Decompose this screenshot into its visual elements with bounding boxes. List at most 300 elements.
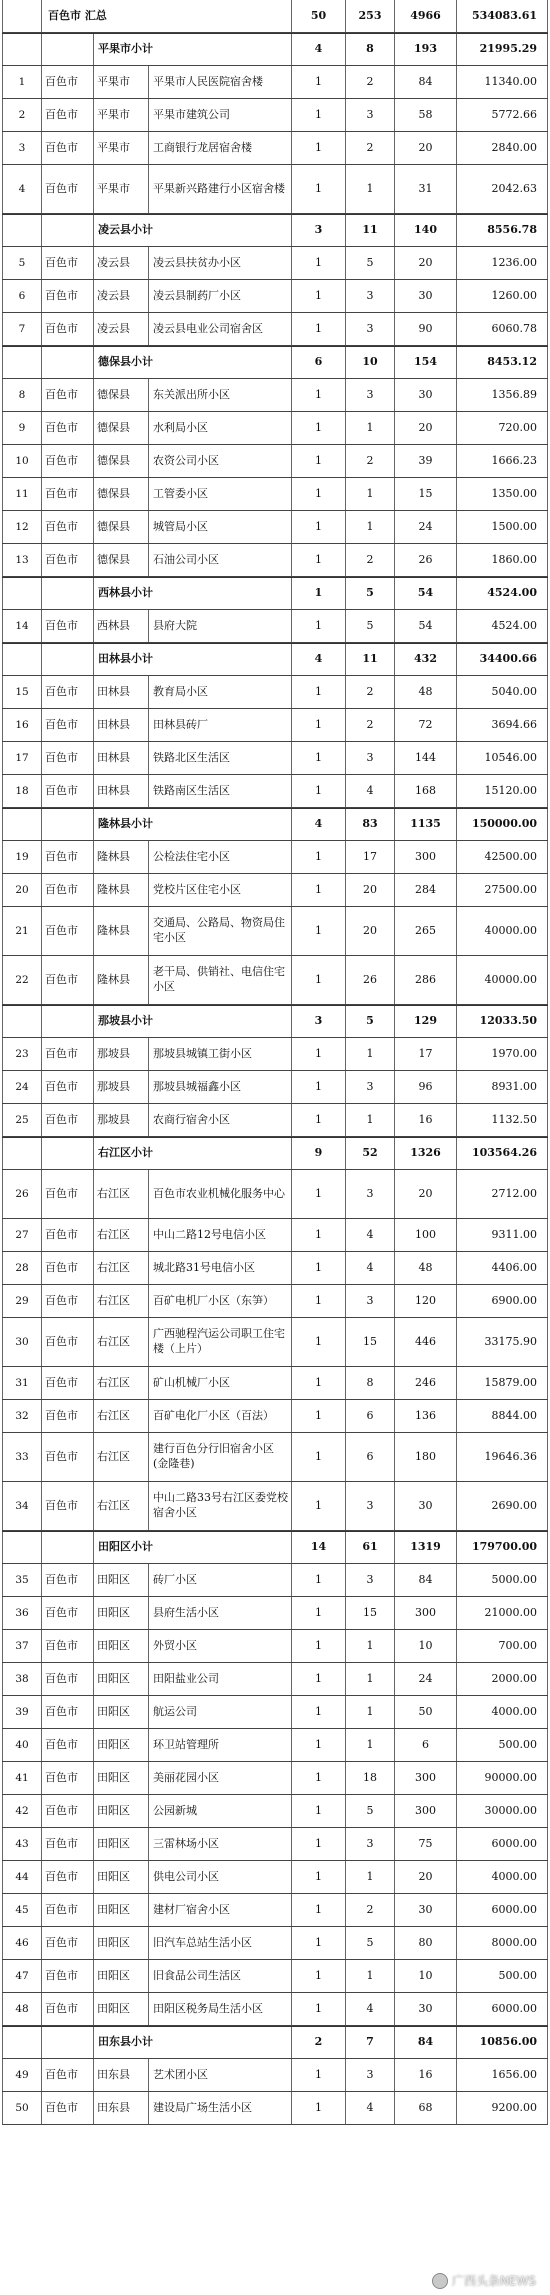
- people-cell: 20: [395, 247, 457, 279]
- amount-cell: 10856.00: [457, 2027, 548, 2058]
- subtotal-label: 那坡县小计: [94, 1006, 292, 1037]
- county-cell: 右江区: [94, 1433, 149, 1481]
- row-number: 24: [2, 1071, 42, 1103]
- county-cell: 田阳区: [94, 1927, 149, 1959]
- subtotal-row: [2, 1531, 548, 1564]
- people-cell: 26: [395, 544, 457, 576]
- people-cell: 6: [395, 1729, 457, 1761]
- city-cell: 百色市: [42, 2059, 94, 2091]
- row-number: 25: [2, 1104, 42, 1136]
- city-cell: 百色市: [42, 1927, 94, 1959]
- community-name-cell: 工管委小区: [149, 478, 292, 510]
- city-cell: 百色市: [42, 544, 94, 576]
- amount-cell: 1236.00: [457, 247, 548, 279]
- row-number: 31: [2, 1367, 42, 1399]
- county-cell: 凌云县: [94, 247, 149, 279]
- community-name-cell: 田阳区税务局生活小区: [149, 1993, 292, 2025]
- households-cell: 3: [346, 99, 395, 131]
- buildings-cell: 1: [292, 445, 346, 477]
- buildings-cell: 1: [292, 610, 346, 642]
- households-cell: 2: [346, 132, 395, 164]
- community-name-cell: 平果新兴路建行小区宿舍楼: [149, 165, 292, 213]
- county-cell: 隆林县: [94, 841, 149, 873]
- buildings-cell: 1: [292, 956, 346, 1004]
- row-number: 19: [2, 841, 42, 873]
- amount-cell: 3694.66: [457, 709, 548, 741]
- amount-cell: 103564.26: [457, 1138, 548, 1169]
- community-name-cell: 外贸小区: [149, 1630, 292, 1662]
- county-cell: 德保县: [94, 478, 149, 510]
- households-cell: 3: [346, 280, 395, 312]
- buildings-cell: 1: [292, 1367, 346, 1399]
- buildings-cell: 1: [292, 478, 346, 510]
- row-number: 35: [2, 1564, 42, 1596]
- subtotal-city-cell: [42, 578, 94, 609]
- row-number: 49: [2, 2059, 42, 2091]
- buildings-cell: 1: [292, 1433, 346, 1481]
- table-row: [2, 1482, 548, 1531]
- community-name-cell: 东关派出所小区: [149, 379, 292, 411]
- amount-cell: 2712.00: [457, 1170, 548, 1218]
- households-cell: 1: [346, 1104, 395, 1136]
- subtotal-no-cell: [2, 2027, 42, 2058]
- amount-cell: 1666.23: [457, 445, 548, 477]
- households-cell: 3: [346, 379, 395, 411]
- table-row: [2, 1433, 548, 1482]
- households-cell: 3: [346, 1285, 395, 1317]
- community-name-cell: 城管局小区: [149, 511, 292, 543]
- buildings-cell: 1: [292, 709, 346, 741]
- row-number: 8: [2, 379, 42, 411]
- people-cell: 140: [395, 215, 457, 246]
- community-name-cell: 三雷林场小区: [149, 1828, 292, 1860]
- people-cell: 10: [395, 1630, 457, 1662]
- county-cell: 右江区: [94, 1285, 149, 1317]
- table-row: [2, 1318, 548, 1367]
- buildings-cell: 1: [292, 1170, 346, 1218]
- row-number: 17: [2, 742, 42, 774]
- buildings-cell: 1: [292, 1482, 346, 1530]
- amount-cell: 720.00: [457, 412, 548, 444]
- buildings-cell: 1: [292, 841, 346, 873]
- subtotal-row: [2, 214, 548, 247]
- subtotal-no-cell: [2, 1006, 42, 1037]
- grand-total-no-cell: [2, 0, 42, 32]
- people-cell: 136: [395, 1400, 457, 1432]
- people-cell: 48: [395, 1252, 457, 1284]
- city-cell: 百色市: [42, 1367, 94, 1399]
- row-number: 9: [2, 412, 42, 444]
- households-cell: 3: [346, 1071, 395, 1103]
- amount-cell: 15120.00: [457, 775, 548, 807]
- buildings-cell: 1: [292, 1104, 346, 1136]
- households-cell: 83: [346, 809, 395, 840]
- row-number: 28: [2, 1252, 42, 1284]
- people-cell: 39: [395, 445, 457, 477]
- buildings-cell: 1: [292, 412, 346, 444]
- people-cell: 300: [395, 1762, 457, 1794]
- amount-cell: 1350.00: [457, 478, 548, 510]
- row-number: 43: [2, 1828, 42, 1860]
- city-cell: 百色市: [42, 1482, 94, 1530]
- households-cell: 5: [346, 578, 395, 609]
- community-name-cell: 铁路北区生活区: [149, 742, 292, 774]
- buildings-cell: 1: [292, 66, 346, 98]
- community-name-cell: 党校片区住宅小区: [149, 874, 292, 906]
- buildings-cell: 1: [292, 1762, 346, 1794]
- community-name-cell: 中山二路33号右江区委党校宿舍小区: [149, 1482, 292, 1530]
- table-row: [2, 132, 548, 165]
- row-number: 50: [2, 2092, 42, 2124]
- amount-cell: 1132.50: [457, 1104, 548, 1136]
- community-name-cell: 中山二路12号电信小区: [149, 1219, 292, 1251]
- community-name-cell: 凌云县制药厂小区: [149, 280, 292, 312]
- households-cell: 15: [346, 1597, 395, 1629]
- people-cell: 24: [395, 511, 457, 543]
- city-cell: 百色市: [42, 1894, 94, 1926]
- community-name-cell: 供电公司小区: [149, 1861, 292, 1893]
- city-cell: 百色市: [42, 1400, 94, 1432]
- amount-cell: 10546.00: [457, 742, 548, 774]
- buildings-cell: 4: [292, 644, 346, 675]
- city-cell: 百色市: [42, 1433, 94, 1481]
- amount-cell: 8556.78: [457, 215, 548, 246]
- households-cell: 2: [346, 709, 395, 741]
- city-cell: 百色市: [42, 775, 94, 807]
- city-cell: 百色市: [42, 132, 94, 164]
- row-number: 47: [2, 1960, 42, 1992]
- row-number: 1: [2, 66, 42, 98]
- county-cell: 田东县: [94, 2059, 149, 2091]
- amount-cell: 33175.90: [457, 1318, 548, 1366]
- people-cell: 84: [395, 1564, 457, 1596]
- amount-cell: 150000.00: [457, 809, 548, 840]
- row-number: 48: [2, 1993, 42, 2025]
- city-cell: 百色市: [42, 247, 94, 279]
- buildings-cell: 1: [292, 1564, 346, 1596]
- table-row: [2, 1729, 548, 1762]
- amount-cell: 5772.66: [457, 99, 548, 131]
- households-cell: 5: [346, 1795, 395, 1827]
- table-row: [2, 99, 548, 132]
- subtotal-row: [2, 577, 548, 610]
- amount-cell: 6060.78: [457, 313, 548, 345]
- city-cell: 百色市: [42, 1038, 94, 1070]
- row-number: 23: [2, 1038, 42, 1070]
- households-cell: 6: [346, 1433, 395, 1481]
- city-cell: 百色市: [42, 1861, 94, 1893]
- subtotal-no-cell: [2, 644, 42, 675]
- row-number: 14: [2, 610, 42, 642]
- buildings-cell: 1: [292, 544, 346, 576]
- amount-cell: 40000.00: [457, 956, 548, 1004]
- city-cell: 百色市: [42, 511, 94, 543]
- community-name-cell: 老干局、供销社、电信住宅小区: [149, 956, 292, 1004]
- subtotal-label: 田林县小计: [94, 644, 292, 675]
- people-cell: 1319: [395, 1532, 457, 1563]
- city-cell: 百色市: [42, 1219, 94, 1251]
- table-row: [2, 1993, 548, 2026]
- subtotal-city-cell: [42, 644, 94, 675]
- people-cell: 246: [395, 1367, 457, 1399]
- county-cell: 田阳区: [94, 1762, 149, 1794]
- row-number: 21: [2, 907, 42, 955]
- row-number: 18: [2, 775, 42, 807]
- people-cell: 144: [395, 742, 457, 774]
- people-cell: 168: [395, 775, 457, 807]
- buildings-cell: 1: [292, 1663, 346, 1695]
- subtotal-row: [2, 643, 548, 676]
- county-cell: 田阳区: [94, 1597, 149, 1629]
- people-cell: 100: [395, 1219, 457, 1251]
- amount-cell: 19646.36: [457, 1433, 548, 1481]
- county-cell: 田阳区: [94, 1630, 149, 1662]
- table-row: [2, 412, 548, 445]
- households-cell: 5: [346, 610, 395, 642]
- people-cell: 265: [395, 907, 457, 955]
- table-row: [2, 511, 548, 544]
- row-number: 13: [2, 544, 42, 576]
- households-cell: 1: [346, 1630, 395, 1662]
- community-name-cell: 水利局小区: [149, 412, 292, 444]
- community-name-cell: 石油公司小区: [149, 544, 292, 576]
- grand-total-amount: 534083.61: [457, 0, 548, 32]
- people-cell: 16: [395, 2059, 457, 2091]
- table-row: [2, 775, 548, 808]
- people-cell: 1326: [395, 1138, 457, 1169]
- households-cell: 4: [346, 2092, 395, 2124]
- table-row: [2, 1219, 548, 1252]
- grand-total-label: 百色市 汇总: [42, 0, 292, 32]
- row-number: 12: [2, 511, 42, 543]
- city-cell: 百色市: [42, 1597, 94, 1629]
- people-cell: 84: [395, 66, 457, 98]
- table-row: [2, 1927, 548, 1960]
- people-cell: 17: [395, 1038, 457, 1070]
- table-row: [2, 1960, 548, 1993]
- county-cell: 德保县: [94, 412, 149, 444]
- community-name-cell: 农资公司小区: [149, 445, 292, 477]
- city-cell: 百色市: [42, 1630, 94, 1662]
- city-cell: 百色市: [42, 1104, 94, 1136]
- subtotal-label: 右江区小计: [94, 1138, 292, 1169]
- subtotal-row: [2, 346, 548, 379]
- people-cell: 20: [395, 132, 457, 164]
- table-row: [2, 1795, 548, 1828]
- community-name-cell: 那坡县城福鑫小区: [149, 1071, 292, 1103]
- table-row: [2, 709, 548, 742]
- table-row: [2, 313, 548, 346]
- table-row: [2, 2092, 548, 2125]
- households-cell: 15: [346, 1318, 395, 1366]
- subtotal-label: 田东县小计: [94, 2027, 292, 2058]
- subtotal-label: 凌云县小计: [94, 215, 292, 246]
- row-number: 30: [2, 1318, 42, 1366]
- people-cell: 30: [395, 1894, 457, 1926]
- city-cell: 百色市: [42, 1795, 94, 1827]
- people-cell: 30: [395, 1993, 457, 2025]
- buildings-cell: 1: [292, 1597, 346, 1629]
- households-cell: 2: [346, 445, 395, 477]
- amount-cell: 11340.00: [457, 66, 548, 98]
- people-cell: 54: [395, 610, 457, 642]
- county-cell: 德保县: [94, 445, 149, 477]
- people-cell: 75: [395, 1828, 457, 1860]
- people-cell: 180: [395, 1433, 457, 1481]
- row-number: 29: [2, 1285, 42, 1317]
- people-cell: 20: [395, 1861, 457, 1893]
- city-cell: 百色市: [42, 2092, 94, 2124]
- amount-cell: 21000.00: [457, 1597, 548, 1629]
- row-number: 20: [2, 874, 42, 906]
- people-cell: 10: [395, 1960, 457, 1992]
- table-row: [2, 1252, 548, 1285]
- community-name-cell: 平果市人民医院宿舍楼: [149, 66, 292, 98]
- table-row: [2, 247, 548, 280]
- table-row: [2, 1630, 548, 1663]
- households-cell: 3: [346, 1564, 395, 1596]
- row-number: 44: [2, 1861, 42, 1893]
- subtotal-city-cell: [42, 347, 94, 378]
- buildings-cell: 1: [292, 1960, 346, 1992]
- row-number: 26: [2, 1170, 42, 1218]
- community-name-cell: 凌云县扶贫办小区: [149, 247, 292, 279]
- community-name-cell: 交通局、公路局、物资局住宅小区: [149, 907, 292, 955]
- community-name-cell: 艺术团小区: [149, 2059, 292, 2091]
- households-cell: 8: [346, 1367, 395, 1399]
- amount-cell: 4524.00: [457, 610, 548, 642]
- buildings-cell: 4: [292, 34, 346, 65]
- buildings-cell: 1: [292, 1038, 346, 1070]
- table-row: [2, 907, 548, 956]
- table-row: [2, 1170, 548, 1219]
- row-number: 36: [2, 1597, 42, 1629]
- amount-cell: 27500.00: [457, 874, 548, 906]
- community-name-cell: 百色市农业机械化服务中心: [149, 1170, 292, 1218]
- buildings-cell: 1: [292, 1894, 346, 1926]
- city-cell: 百色市: [42, 907, 94, 955]
- households-cell: 26: [346, 956, 395, 1004]
- households-cell: 3: [346, 313, 395, 345]
- city-cell: 百色市: [42, 610, 94, 642]
- county-cell: 田阳区: [94, 1828, 149, 1860]
- buildings-cell: 1: [292, 1400, 346, 1432]
- city-cell: 百色市: [42, 1318, 94, 1366]
- subtotal-city-cell: [42, 34, 94, 65]
- buildings-cell: 4: [292, 809, 346, 840]
- table-row: [2, 1762, 548, 1795]
- community-name-cell: 农商行宿舍小区: [149, 1104, 292, 1136]
- county-cell: 田东县: [94, 2092, 149, 2124]
- amount-cell: 500.00: [457, 1960, 548, 1992]
- table-row: [2, 742, 548, 775]
- table-row: [2, 956, 548, 1005]
- community-name-cell: 公检法住宅小区: [149, 841, 292, 873]
- amount-cell: 2042.63: [457, 165, 548, 213]
- amount-cell: 700.00: [457, 1630, 548, 1662]
- people-cell: 54: [395, 578, 457, 609]
- community-name-cell: 工商银行龙居宿舍楼: [149, 132, 292, 164]
- amount-cell: 42500.00: [457, 841, 548, 873]
- county-cell: 田阳区: [94, 1729, 149, 1761]
- county-cell: 右江区: [94, 1252, 149, 1284]
- amount-cell: 21995.29: [457, 34, 548, 65]
- row-number: 3: [2, 132, 42, 164]
- row-number: 37: [2, 1630, 42, 1662]
- buildings-cell: 3: [292, 1006, 346, 1037]
- row-number: 22: [2, 956, 42, 1004]
- households-cell: 4: [346, 1219, 395, 1251]
- amount-cell: 6900.00: [457, 1285, 548, 1317]
- people-cell: 50: [395, 1696, 457, 1728]
- subtotal-city-cell: [42, 215, 94, 246]
- buildings-cell: 1: [292, 1927, 346, 1959]
- grand-total-households: 253: [346, 0, 395, 32]
- subtotal-city-cell: [42, 1138, 94, 1169]
- community-name-cell: 航运公司: [149, 1696, 292, 1728]
- table-row: [2, 379, 548, 412]
- subtotal-city-cell: [42, 809, 94, 840]
- households-cell: 17: [346, 841, 395, 873]
- subtotal-row: [2, 1005, 548, 1038]
- county-cell: 田阳区: [94, 1795, 149, 1827]
- people-cell: 84: [395, 2027, 457, 2058]
- subtotal-no-cell: [2, 1138, 42, 1169]
- households-cell: 1: [346, 1861, 395, 1893]
- people-cell: 80: [395, 1927, 457, 1959]
- subtotal-city-cell: [42, 2027, 94, 2058]
- community-name-cell: 旧食品公司生活区: [149, 1960, 292, 1992]
- buildings-cell: 1: [292, 99, 346, 131]
- table-row: [2, 1894, 548, 1927]
- buildings-cell: 1: [292, 1630, 346, 1662]
- subtotal-row: [2, 33, 548, 66]
- community-name-cell: 平果市建筑公司: [149, 99, 292, 131]
- buildings-cell: 1: [292, 1252, 346, 1284]
- county-cell: 德保县: [94, 379, 149, 411]
- subtotal-no-cell: [2, 809, 42, 840]
- households-cell: 1: [346, 165, 395, 213]
- community-name-cell: 百矿电机厂小区（东笋）: [149, 1285, 292, 1317]
- city-cell: 百色市: [42, 1729, 94, 1761]
- city-cell: 百色市: [42, 1663, 94, 1695]
- people-cell: 129: [395, 1006, 457, 1037]
- table-row: [2, 1663, 548, 1696]
- county-cell: 田阳区: [94, 1861, 149, 1893]
- subtotal-city-cell: [42, 1006, 94, 1037]
- county-cell: 田林县: [94, 676, 149, 708]
- subtotal-no-cell: [2, 1532, 42, 1563]
- city-cell: 百色市: [42, 412, 94, 444]
- subtotal-row: [2, 1137, 548, 1170]
- buildings-cell: 1: [292, 1729, 346, 1761]
- people-cell: 286: [395, 956, 457, 1004]
- county-cell: 田林县: [94, 775, 149, 807]
- people-cell: 20: [395, 1170, 457, 1218]
- buildings-cell: 1: [292, 1071, 346, 1103]
- row-number: 7: [2, 313, 42, 345]
- households-cell: 8: [346, 34, 395, 65]
- buildings-cell: 1: [292, 1285, 346, 1317]
- row-number: 2: [2, 99, 42, 131]
- row-number: 42: [2, 1795, 42, 1827]
- community-name-cell: 环卫站管理所: [149, 1729, 292, 1761]
- county-cell: 右江区: [94, 1367, 149, 1399]
- amount-cell: 5000.00: [457, 1564, 548, 1596]
- buildings-cell: 6: [292, 347, 346, 378]
- households-cell: 1: [346, 1663, 395, 1695]
- community-name-cell: 教育局小区: [149, 676, 292, 708]
